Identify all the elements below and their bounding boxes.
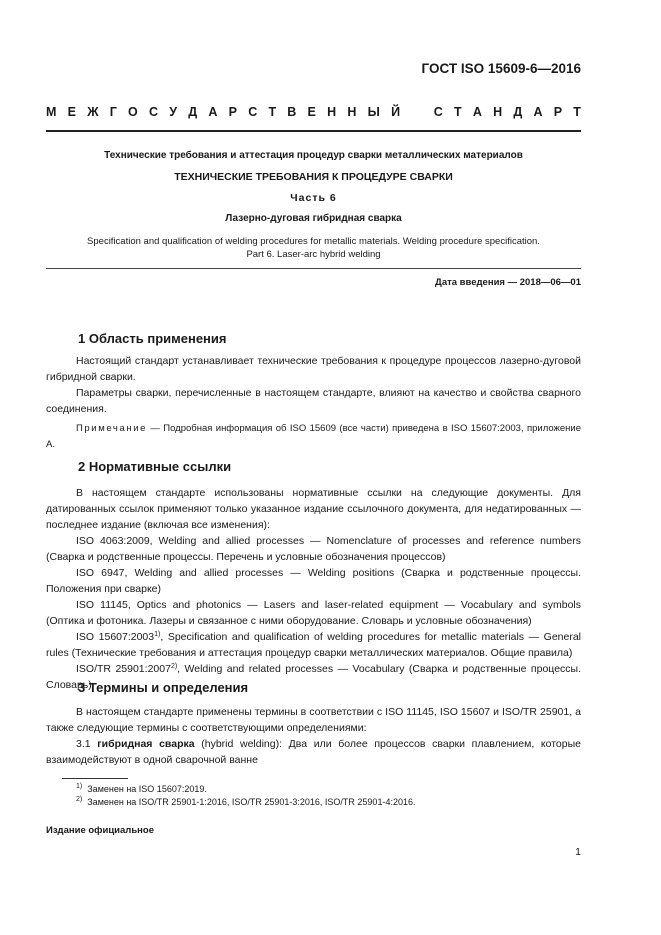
section-body-terms xyxy=(46,704,581,768)
section-body-normative-references xyxy=(46,485,581,693)
banner-letter: Е xyxy=(67,105,76,119)
note xyxy=(46,421,581,453)
banner-letter: С xyxy=(149,105,159,119)
banner-letter: А xyxy=(533,105,543,119)
banner-letter: Е xyxy=(307,105,316,119)
reference-item: ISO 6947, Welding and allied processes — Welding positions (Сварка и родственные процессы. Положения при сварке) xyxy=(46,567,581,595)
title-part: Часть 6 xyxy=(290,192,337,204)
banner-letter: А xyxy=(208,105,218,119)
paragraph: В настоящем стандарте использованы нормативные ссылки на следующие документы. Для датированных ссылок применяют только указанное издание ссылочного документа, для недатированных — последнее издание (включая все изменения): xyxy=(46,487,581,531)
banner-letter: Т xyxy=(573,105,581,119)
official-edition-label: Издание официальное xyxy=(46,825,154,836)
reference-item xyxy=(46,629,581,661)
reference-item: ISO 4063:2009, Welding and allied processes — Nomenclature of processes and reference numbers (Сварка и родственные процессы. Перечень и условные обозначения процессов) xyxy=(46,535,581,563)
banner-letter: В xyxy=(287,105,297,119)
title-main: ТЕХНИЧЕСКИЕ ТРЕБОВАНИЯ К ПРОЦЕДУРЕ СВАРКИ xyxy=(174,171,453,183)
footnote-marker: 1) xyxy=(154,631,161,638)
note-label: Примечание xyxy=(76,423,147,434)
banner-letter: Р xyxy=(553,105,563,119)
title-subject: Лазерно-дуговая гибридная сварка xyxy=(225,213,402,224)
banner-letter: Й xyxy=(391,105,401,119)
definition-term-english: (hybrid welding) xyxy=(194,738,280,750)
top-divider xyxy=(46,130,581,132)
footnote-text: Заменен на ISO/TR 25901-1:2016, ISO/TR 25901-3:2016, ISO/TR 25901-4:2016. xyxy=(87,797,416,807)
reference-text: , Specification and qualification of welding procedures for metallic materials — General rules (Технические требования и аттестация процедур сварки металлических материалов. Общие правила) xyxy=(46,631,582,659)
banner-letter: Н xyxy=(347,105,357,119)
introduction-date: Дата введения — 2018—06—01 xyxy=(435,277,581,288)
paragraph: Параметры сварки, перечисленные в настоящем стандарте, влияют на качество и свойства сварного соединения. xyxy=(46,387,581,415)
definition-term: гибридная сварка xyxy=(97,738,195,750)
document-code: ГОСТ ISO 15609-6—2016 xyxy=(421,61,581,76)
definition-text: : Два или более процессов сварки плавлением, которые взаимодействуют в одной сварочной ванне xyxy=(46,738,581,766)
section-body-scope xyxy=(46,353,581,453)
footnote-text: Заменен на ISO 15607:2019. xyxy=(87,784,207,794)
banner-letter: Д xyxy=(188,105,198,119)
footnote-mark: 2) xyxy=(76,796,83,803)
banner-letter: Н xyxy=(493,105,503,119)
note-text: — Подробная информация об ISO 15609 (все части) приведена в ISO 15607:2003, приложение А. xyxy=(46,423,581,450)
banner-letter: Д xyxy=(513,105,523,119)
paragraph: Настоящий стандарт устанавливает технические требования к процедуре процессов лазерно-дуговой гибридной сварки. xyxy=(46,355,581,383)
banner-letter: Т xyxy=(453,105,462,119)
section-heading-normative-references: 2 Нормативные ссылки xyxy=(78,459,232,474)
banner-letter: Т xyxy=(268,105,277,119)
interstate-standard-banner xyxy=(46,105,581,119)
title-general: Технические требования и аттестация процедур сварки металлических материалов xyxy=(104,150,523,161)
banner-letter: Р xyxy=(228,105,237,119)
paragraph: В настоящем стандарте применены термины в соответствии с ISO 11145, ISO 15607 и ISO/TR 25901, а также следующие термины с соответствующими определениями: xyxy=(46,706,581,734)
title-english-line: Specification and qualification of welding procedures for metallic materials. Welding procedure specification. xyxy=(87,236,540,247)
section-heading-terms: 3 Термины и определения xyxy=(78,680,249,695)
reference-item: ISO 11145, Optics and photonics — Lasers and laser-related equipment — Vocabulary and symbols (Оптика и фотоника. Лазеры и связанное с ними оборудование. Словарь и условные обозначения) xyxy=(46,599,581,627)
footnote xyxy=(76,797,415,807)
title-english-line: Part 6. Laser-arc hybrid welding xyxy=(246,249,381,260)
footnote-divider xyxy=(62,778,128,779)
definition xyxy=(46,736,581,768)
banner-letter: О xyxy=(128,105,138,119)
reference-code: ISO/TR 25901:2007 xyxy=(76,663,171,675)
section-heading-scope: 1 Область применения xyxy=(78,331,227,346)
footnote xyxy=(76,784,207,794)
title-english xyxy=(46,235,581,261)
footnote-mark: 1) xyxy=(76,783,83,790)
footnote-marker: 2) xyxy=(170,663,178,670)
banner-letter: У xyxy=(169,105,178,119)
title-divider xyxy=(46,268,581,269)
banner-letter: М xyxy=(46,105,57,119)
banner-letter: С xyxy=(433,105,443,119)
banner-letter: Г xyxy=(109,105,117,119)
page-number: 1 xyxy=(575,846,581,858)
reference-code: ISO 15607:2003 xyxy=(76,631,155,643)
banner-letter: А xyxy=(472,105,482,119)
banner-letter: С xyxy=(248,105,258,119)
reference-text: , Welding and related processes — Vocabulary (Сварка и родственные процессы. Словарь) xyxy=(46,663,581,691)
banner-letter: Ы xyxy=(367,105,380,119)
banner-letter: Ж xyxy=(87,105,99,119)
definition-number: 3.1 xyxy=(76,738,98,750)
banner-letter: Н xyxy=(327,105,337,119)
